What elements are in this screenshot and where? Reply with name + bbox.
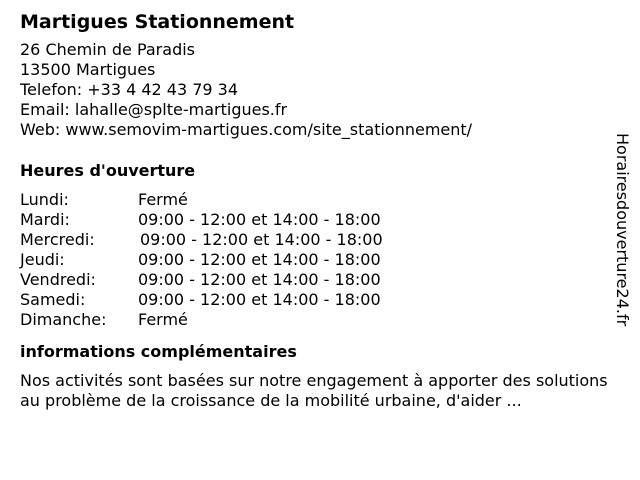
- hours-day: Samedi:: [20, 290, 86, 309]
- hours-row: [20, 270, 610, 290]
- hours-table: [20, 190, 610, 330]
- site-watermark: Horairesdouverture24.fr: [613, 133, 632, 327]
- city-address: 13500 Martigues: [20, 60, 156, 79]
- hours-time: 09:00 - 12:00 et 14:00 - 18:00: [140, 230, 383, 249]
- hours-time: Fermé: [138, 190, 188, 209]
- phone-line: Telefon: +33 4 42 43 79 34: [20, 80, 239, 99]
- info-heading: informations complémentaires: [20, 342, 297, 361]
- street-address: 26 Chemin de Paradis: [20, 40, 195, 59]
- hours-day: Vendredi:: [20, 270, 96, 289]
- hours-row: [20, 230, 610, 250]
- hours-heading: Heures d'ouverture: [20, 161, 196, 180]
- hours-day: Mercredi:: [20, 230, 95, 249]
- business-card: [20, 8, 610, 411]
- email-line: Email: lahalle@splte-martigues.fr: [20, 100, 288, 119]
- hours-row: [20, 310, 610, 330]
- info-description: Nos activités sont basées sur notre engagement à apporter des solutions au problème de la croissance de la mobilité urbaine, d'aider ...: [20, 371, 608, 410]
- hours-day: Jeudi:: [20, 250, 65, 269]
- hours-row: [20, 190, 610, 210]
- hours-time: Fermé: [138, 310, 188, 329]
- hours-row: [20, 210, 610, 230]
- web-line: Web: www.semovim-martigues.com/site_stationnement/: [20, 120, 473, 139]
- business-name: Martigues Stationnement: [20, 11, 295, 33]
- hours-row: [20, 250, 610, 270]
- hours-time: 09:00 - 12:00 et 14:00 - 18:00: [138, 210, 381, 229]
- hours-day: Mardi:: [20, 210, 70, 229]
- hours-row: [20, 290, 610, 310]
- hours-day: Dimanche:: [20, 310, 107, 329]
- hours-time: 09:00 - 12:00 et 14:00 - 18:00: [138, 250, 381, 269]
- hours-day: Lundi:: [20, 190, 69, 209]
- hours-time: 09:00 - 12:00 et 14:00 - 18:00: [138, 270, 381, 289]
- hours-time: 09:00 - 12:00 et 14:00 - 18:00: [138, 290, 381, 309]
